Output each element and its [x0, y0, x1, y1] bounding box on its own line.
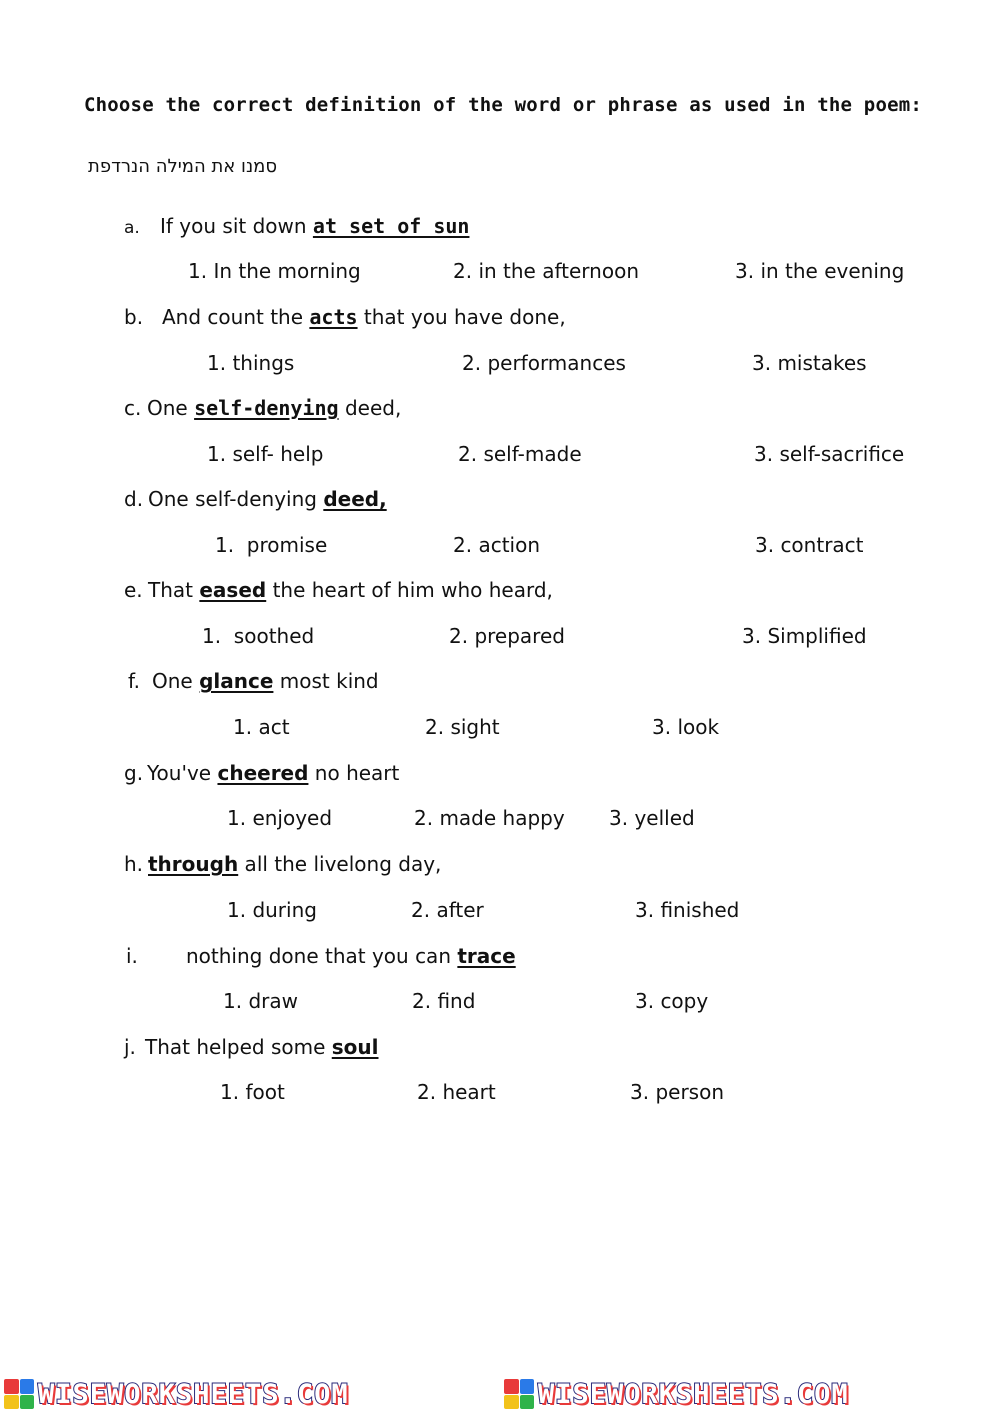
question-d: [124, 487, 387, 511]
option-c-1[interactable]: 1. self- help: [207, 442, 324, 466]
question-keyword: at set of sun: [312, 214, 470, 238]
option-i-1[interactable]: 1. draw: [223, 989, 298, 1013]
option-i-2[interactable]: 2. find: [412, 989, 476, 1013]
question-letter: c.: [124, 396, 142, 420]
option-a-1[interactable]: 1. In the morning: [188, 259, 361, 283]
option-j-1[interactable]: 1. foot: [220, 1080, 285, 1104]
page-title: Choose the correct definition of the word or phrase as used in the poem:: [84, 94, 923, 116]
option-g-1[interactable]: 1. enjoyed: [227, 806, 333, 830]
option-f-2[interactable]: 2. sight: [425, 715, 500, 739]
option-h-1[interactable]: 1. during: [227, 898, 317, 922]
watermark-left[interactable]: [4, 1378, 349, 1410]
question-text: nothing done that you can: [186, 944, 458, 968]
question-text: You've: [147, 761, 218, 785]
question-letter: j.: [124, 1035, 136, 1059]
question-a: [124, 214, 469, 238]
question-text-after: most kind: [273, 669, 379, 693]
option-b-3[interactable]: 3. mistakes: [752, 351, 867, 375]
watermark-right[interactable]: [504, 1378, 849, 1410]
option-j-2[interactable]: 2. heart: [417, 1080, 496, 1104]
option-i-3[interactable]: 3. copy: [635, 989, 709, 1013]
option-h-3[interactable]: 3. finished: [635, 898, 740, 922]
option-g-2[interactable]: 2. made happy: [414, 806, 565, 830]
question-text-after: the heart of him who heard,: [266, 578, 553, 602]
question-g: [124, 761, 399, 785]
question-keyword: self-denying: [194, 396, 339, 420]
question-f: [128, 669, 379, 693]
question-keyword: eased: [199, 578, 267, 602]
question-keyword: acts: [309, 305, 358, 329]
question-keyword: soul: [331, 1035, 379, 1059]
footer-watermark: [0, 1374, 1000, 1413]
question-letter: e.: [124, 578, 143, 602]
question-letter: d.: [124, 487, 144, 511]
question-text: That: [148, 578, 200, 602]
option-j-3[interactable]: 3. person: [630, 1080, 724, 1104]
option-e-3[interactable]: 3. Simplified: [742, 624, 867, 648]
question-text-after: deed,: [338, 396, 402, 420]
option-h-2[interactable]: 2. after: [411, 898, 484, 922]
watermark-text: WISEWORKSHEETS.COM: [38, 1378, 349, 1410]
question-letter: b.: [124, 305, 144, 329]
option-d-2[interactable]: 2. action: [453, 533, 541, 557]
option-e-2[interactable]: 2. prepared: [449, 624, 565, 648]
option-c-3[interactable]: 3. self-sacrifice: [754, 442, 905, 466]
watermark-text: WISEWORKSHEETS.COM: [538, 1378, 849, 1410]
wise-logo-icon: [504, 1379, 534, 1409]
question-letter: f.: [128, 669, 140, 693]
question-letter: g.: [124, 761, 144, 785]
option-b-1[interactable]: 1. things: [207, 351, 295, 375]
option-b-2[interactable]: 2. performances: [462, 351, 626, 375]
question-keyword: trace: [457, 944, 516, 968]
question-j: [124, 1035, 379, 1059]
question-letter: h.: [124, 852, 144, 876]
question-keyword: deed,: [323, 487, 387, 511]
question-text-after: no heart: [308, 761, 400, 785]
option-a-2[interactable]: 2. in the afternoon: [453, 259, 639, 283]
option-f-1[interactable]: 1. act: [233, 715, 290, 739]
question-c: [124, 396, 401, 420]
question-i: [126, 944, 516, 968]
question-e: [124, 578, 553, 602]
option-c-2[interactable]: 2. self-made: [458, 442, 582, 466]
wise-logo-icon: [4, 1379, 34, 1409]
option-d-3[interactable]: 3. contract: [755, 533, 864, 557]
question-keyword: cheered: [217, 761, 309, 785]
question-text: One: [147, 396, 195, 420]
question-text: That helped some: [145, 1035, 332, 1059]
option-f-3[interactable]: 3. look: [652, 715, 720, 739]
question-text-after: all the livelong day,: [238, 852, 442, 876]
question-h: [124, 852, 441, 876]
option-a-3[interactable]: 3. in the evening: [735, 259, 905, 283]
question-text-after: that you have done,: [357, 305, 566, 329]
option-g-3[interactable]: 3. yelled: [609, 806, 695, 830]
option-e-1[interactable]: 1. soothed: [202, 624, 315, 648]
question-text: If you sit down: [160, 214, 313, 238]
question-text: And count the: [162, 305, 310, 329]
question-keyword: through: [148, 852, 239, 876]
question-text: One: [152, 669, 200, 693]
question-letter: i.: [126, 944, 138, 968]
hebrew-instruction: סמנו את המילה הנרדפת: [88, 156, 278, 177]
question-letter: a.: [124, 218, 140, 238]
question-b: [124, 305, 566, 329]
question-keyword: glance: [199, 669, 274, 693]
question-text: One self-denying: [148, 487, 324, 511]
option-d-1[interactable]: 1. promise: [215, 533, 328, 557]
